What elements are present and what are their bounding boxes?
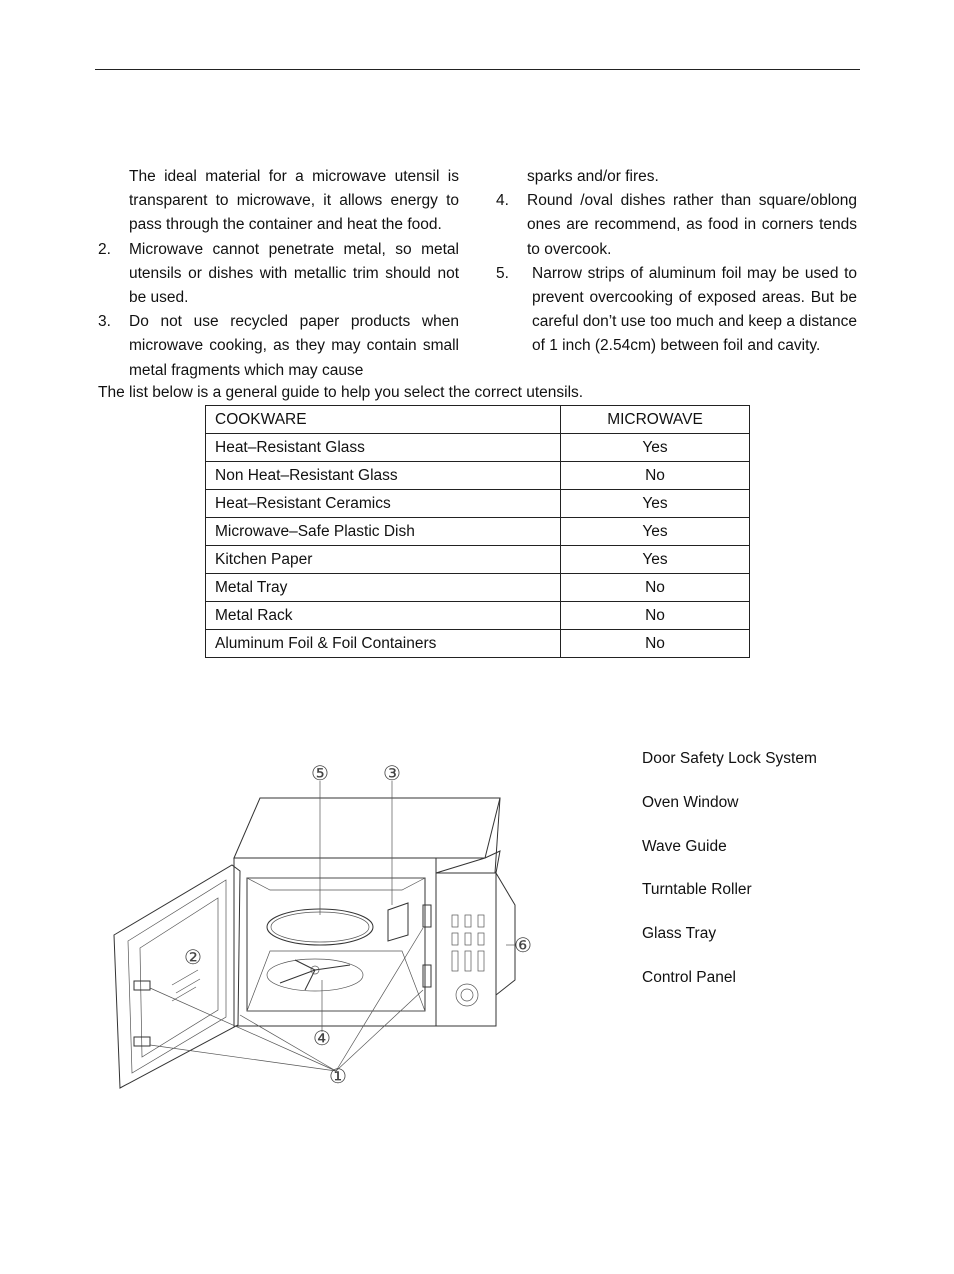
callout-5: ⑤ xyxy=(311,761,329,785)
cell-microwave: Yes xyxy=(561,434,750,462)
part-label: Control Panel xyxy=(642,968,736,986)
control-panel xyxy=(436,873,496,1026)
item-number: 5. xyxy=(496,264,509,282)
cell-cookware: Microwave–Safe Plastic Dish xyxy=(206,518,561,546)
cell-cookware: Heat–Resistant Glass xyxy=(206,434,561,462)
item-text: Microwave cannot penetrate metal, so metal utensils or dishes with metallic trim should not be used. xyxy=(129,240,459,307)
table-header-row xyxy=(206,406,750,434)
table-row xyxy=(206,490,750,518)
control-buttons xyxy=(452,915,484,1006)
part-label: Glass Tray xyxy=(642,925,717,943)
cell-microwave: Yes xyxy=(561,518,750,546)
cell-cookware: Heat–Resistant Ceramics xyxy=(206,490,561,518)
header-rule xyxy=(95,69,860,70)
list-item xyxy=(98,238,459,311)
item-text: Round /oval dishes rather than square/oblong ones are recommend, as food in corners tends to overcook. xyxy=(527,192,857,258)
microwave-diagram xyxy=(100,755,540,1095)
cell-cookware: Metal Tray xyxy=(206,574,561,602)
turntable-roller xyxy=(267,959,363,991)
cell-microwave: No xyxy=(561,462,750,490)
callout-2: ② xyxy=(184,945,202,969)
parts-legend xyxy=(642,748,817,1011)
header-cookware: COOKWARE xyxy=(206,406,561,434)
cell-cookware: Non Heat–Resistant Glass xyxy=(206,462,561,490)
door-latch xyxy=(134,981,150,990)
cell-microwave: No xyxy=(561,630,750,658)
item-number: 4. xyxy=(496,192,509,210)
item-text: Narrow strips of aluminum foil may be used to prevent overcooking of exposed areas. But be careful don’t use too much and keep a distance of 1 inch (2.54cm) between foil and cavity. xyxy=(532,264,857,355)
guide-text: The list below is a general guide to help you select the correct utensils. xyxy=(98,384,584,401)
part-label: Wave Guide xyxy=(642,837,727,855)
intro-paragraph: The ideal material for a microwave utensil is transparent to microwave, it allows energy to pass through the container and heat the food. xyxy=(129,168,459,234)
cell-cookware: Aluminum Foil & Foil Containers xyxy=(206,630,561,658)
table-row xyxy=(206,546,750,574)
leader-lines xyxy=(150,781,515,1071)
left-column xyxy=(98,165,459,383)
callout-4: ④ xyxy=(313,1026,331,1050)
lock-slot xyxy=(423,965,431,987)
item-number: 2. xyxy=(98,240,111,258)
continuation-text: sparks and/or fires. xyxy=(527,168,659,185)
table-row xyxy=(206,518,750,546)
callout-3: ③ xyxy=(383,761,401,785)
right-column xyxy=(496,165,857,359)
cell-microwave: Yes xyxy=(561,490,750,518)
list-item xyxy=(496,262,857,359)
cell-cookware: Kitchen Paper xyxy=(206,546,561,574)
cell-microwave: No xyxy=(561,574,750,602)
cell-microwave: No xyxy=(561,602,750,630)
table-row xyxy=(206,574,750,602)
item-text: Do not use recycled paper products when microwave cooking, as they may contain small metal fragments which may cause xyxy=(129,313,459,379)
wave-guide xyxy=(388,903,408,941)
list-item xyxy=(98,310,459,383)
item-number: 3. xyxy=(98,313,111,331)
table-row xyxy=(206,630,750,658)
cell-cookware: Metal Rack xyxy=(206,602,561,630)
callout-6: ⑥ xyxy=(514,933,532,957)
part-label: Turntable Roller xyxy=(642,881,752,899)
oven-side-panel xyxy=(496,873,515,995)
part-label: Door Safety Lock System xyxy=(642,750,817,767)
callout-1: ① xyxy=(329,1064,347,1088)
oven-front-frame xyxy=(234,858,436,1026)
oven-top xyxy=(234,798,500,858)
table-row xyxy=(206,462,750,490)
part-label: Oven Window xyxy=(642,793,739,811)
table-row xyxy=(206,602,750,630)
list-item xyxy=(496,189,857,262)
oven-door xyxy=(114,865,240,1088)
header-microwave: MICROWAVE xyxy=(561,406,750,434)
oven-window xyxy=(140,898,218,1057)
lock-slot xyxy=(423,905,431,927)
cell-microwave: Yes xyxy=(561,546,750,574)
cookware-table xyxy=(205,405,750,658)
table-row xyxy=(206,434,750,462)
